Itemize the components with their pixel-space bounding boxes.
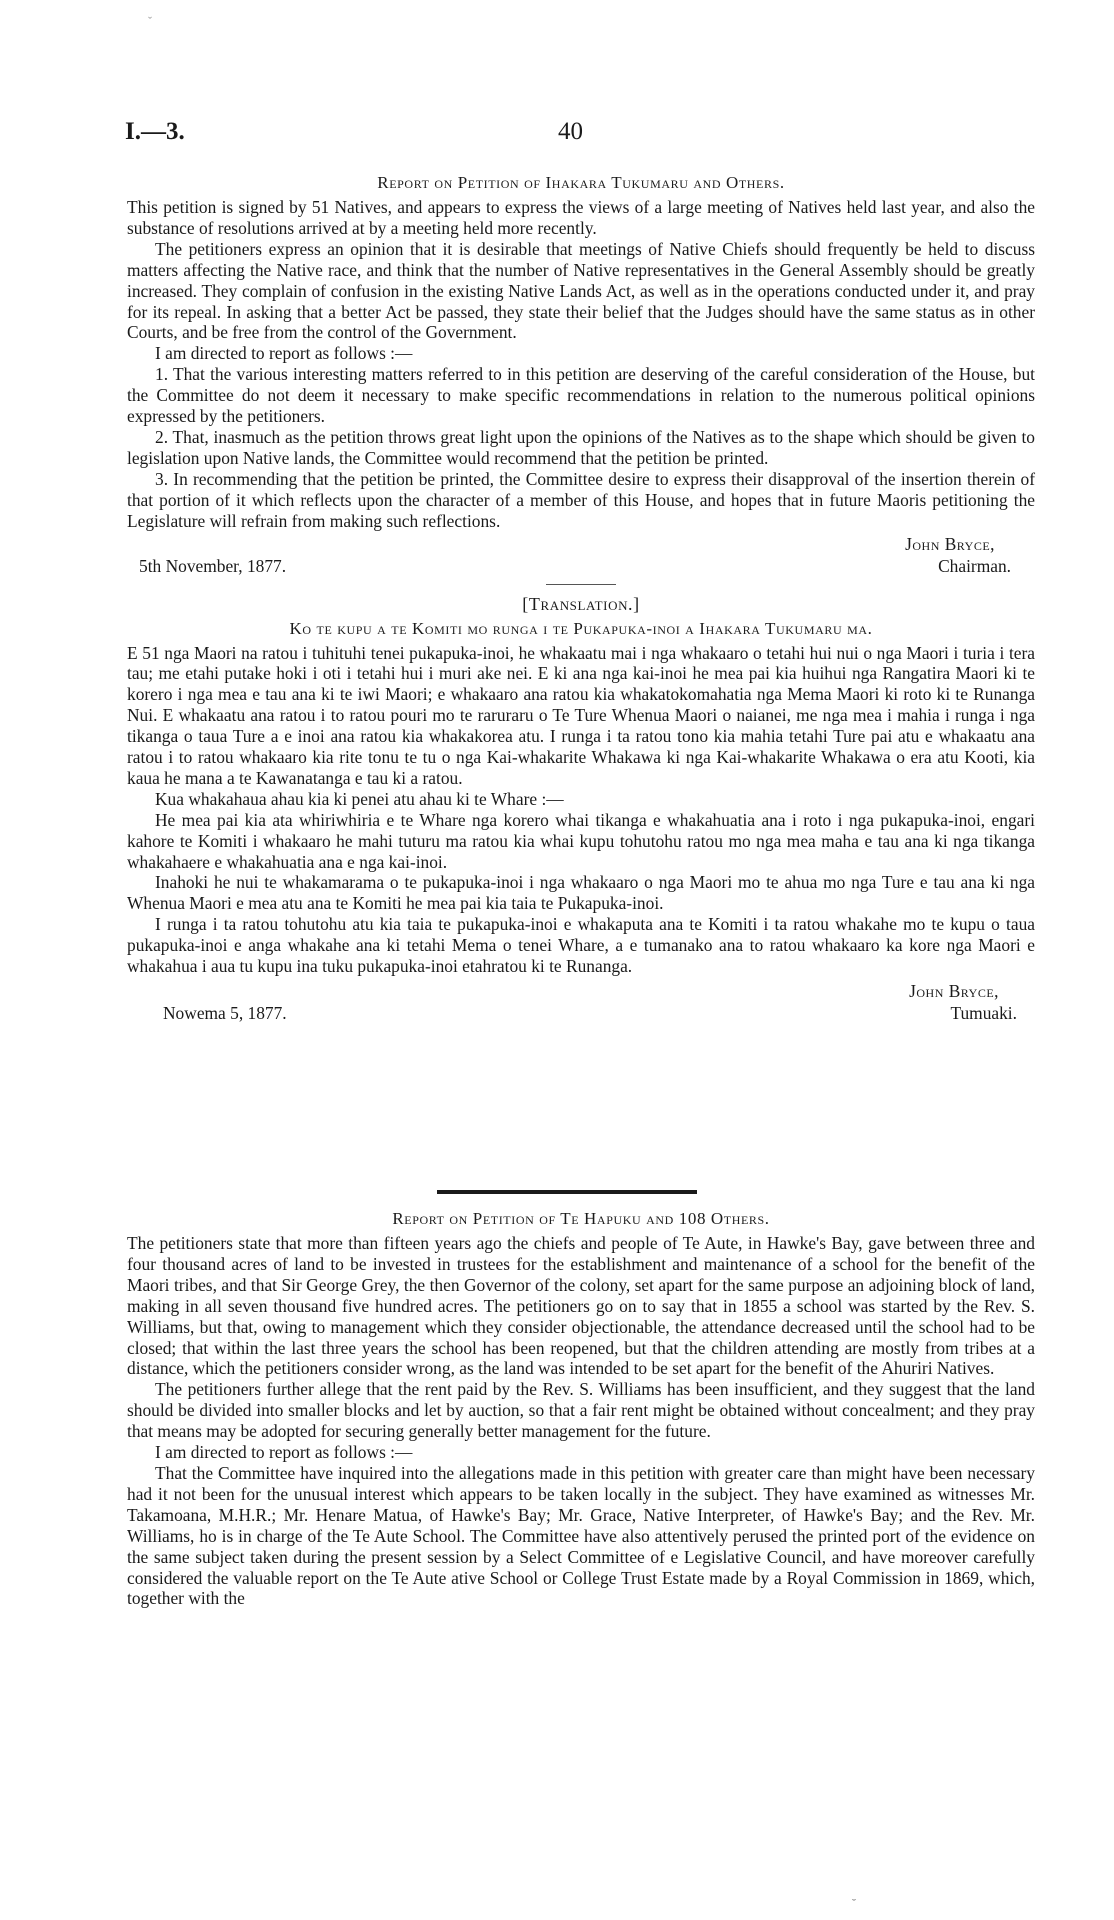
signer-name: John Bryce,	[905, 533, 995, 554]
paragraph: He mea pai kia ata whiriwhiria e te Whare nga korero whai tikanga e whakahuatia ana i roto i nga pukapuka-inoi, engari kahore te Komiti i whakaaro he mahi tuturu ma ratou kia whai kupu tohutohu ratou mo nga mea maha e tau ana ki nga tikanga whakahaere e whakahuatia ana e nga kai-inoi.	[127, 809, 1035, 872]
paragraph: 1. That the various interesting matters referred to in this petition are deserving of the careful consideration of the House, but the Committee do not deem it necessary to make specific recommendations in relation to the numerous political opinions expressed by the petitioners.	[127, 364, 1035, 427]
paragraph: This petition is signed by 51 Natives, and appears to express the views of a large meeting of Natives held last year, and also the substance of resolutions arrived at by a meeting held more recently.	[127, 197, 1035, 238]
paragraph: I runga i ta ratou tohutohu atu kia taia te pukapuka-inoi e whakaputa ana te Komiti i ta ratou whakahe mo te kupu o taua pukapuka-inoi e anga whakahe ana ki tetahi Mema o tenei Whare, a e tumanako ana to ratou whakaaro ka kore nga Maori e whakahua i aua tu kupu ina tuku pukapuka-inoi etahratou ki te Runanga.	[127, 914, 1035, 977]
signer-role: Tumuaki.	[950, 1003, 1017, 1023]
signer-role: Chairman.	[938, 555, 1011, 576]
heavy-rule-divider	[437, 1190, 697, 1194]
signature-block	[127, 532, 1035, 578]
paragraph: That the Committee have inquired into the allegations made in this petition with greater care than might have been necessary had it not been for the unusual interest which appears to be taken locally in the subject. They have examined as witnesses Mr. Takamoana, M.H.R.; Mr. Henare Matua, of Hawke's Bay; Mr. Grace, Native Interpreter, of Hawke's Bay; and the Rev. Mr. Williams, ho is in charge of the Te Aute School. The Committee have also attentively perused the printed port of the evidence on the same subject taken during the present session by a Select Committee of e Legislative Council, and have moreover carefully considered the valuable report on the Te Aute ative School or College Trust Estate made by a Royal Commission in 1869, which, together with the	[127, 1462, 1035, 1609]
report-date: 5th November, 1877.	[139, 555, 287, 576]
paragraph: Inahoki he nui te whakamarama o te pukapuka-inoi i nga whakaaro o nga Maori mo te ahua mo nga Ture e tau ana ki nga Whenua Maori e mea atu ana te Komiti he mea pai kia taia te Pukapuka-inoi.	[127, 872, 1035, 914]
page-header	[125, 118, 995, 152]
signer-name: John Bryce,	[909, 981, 999, 1001]
paragraph: 2. That, inasmuch as the petition throws great light upon the opinions of the Natives as to the shape which should be given to legislation upon Native lands, the Committee would recommend that the petition be printed.	[127, 426, 1035, 468]
translation-title: Ko te kupu a te Komiti mo runga i te Pukapuka-inoi a Ihakara Tukumaru ma.	[289, 618, 873, 638]
page-number: 40	[558, 118, 583, 145]
translation-label: [Translation.]	[522, 593, 640, 614]
paragraph: 3. In recommending that the petition be printed, the Committee desire to express their disapproval of the insertion therein of that portion of it which reflects upon the character of a member of this House, and hopes that in future Maoris petitioning the Legislature will refrain from making such reflections.	[127, 468, 1035, 531]
scan-mark-top: ˇ	[148, 14, 152, 28]
signature-block	[127, 979, 1035, 1025]
scan-mark-bottom: ˘	[852, 1896, 856, 1910]
paragraph: I am directed to report as follows :—	[155, 343, 413, 364]
paragraph: The petitioners state that more than fifteen years ago the chiefs and people of Te Aute, in Hawke's Bay, gave between three and four thousand acres of land to be invested in trustees for the establishment and maintenance of a school for the benefit of the Maori tribes, and that Sir George Grey, the then Governor of the colony, set apart for the same purpose an adjoining block of land, making in all seven thousand five hundred acres. The petitioners go on to say that in 1855 a school was started by the Rev. S. Williams, but that, owing to management which they consider objectionable, the attendance decreased until the school had to be closed; that within the last three years the school has been reopened, but that the children attending are mostly from tribes at a distance, which the petitioners consider wrong, as the land was intended to be set apart for the benefit of the Ahuriri Natives.	[127, 1233, 1035, 1379]
document-reference: I.—3.	[125, 118, 185, 145]
paragraph: Kua whakahaua ahau kia ki penei atu ahau ki te Whare :—	[155, 788, 564, 809]
report-title: Report on Petition of Ihakara Tukumaru and Others.	[377, 173, 785, 192]
paragraph: The petitioners further allege that the rent paid by the Rev. S. Williams has been insufficient, and they suggest that the land should be divided into smaller blocks and let by auction, so that a fair rent might be obtained without concealment; and they pray that means may be adopted for securing generally better management for the future.	[127, 1379, 1035, 1442]
report-title: Report on Petition of Te Hapuku and 108 Others.	[392, 1209, 770, 1228]
paragraph: The petitioners express an opinion that it is desirable that meetings of Native Chiefs should frequently be held to discuss matters affecting the Native race, and think that the number of Native representatives in the General Assembly should be greatly increased. They complain of confusion in the existing Native Lands Act, as well as in the operations conducted under it, and pray for its repeal. In asking that a better Act be passed, they state their belief that the Judges should have the same status as in other Courts, and be free from the control of the Government.	[127, 238, 1035, 343]
report-ihakara-section	[127, 172, 1035, 1025]
report-te-hapuku-section	[127, 1208, 1035, 1609]
paragraph: E 51 nga Maori na ratou i tuhituhi tenei pukapuka-inoi, he whakaatu mai i nga whakaaro o tetahi hui nui o nga Maori i turia i tera tau; me etahi putake hoki i oti i tetahi hui i muri ake nei. E ki ana nga kai-inoi he mea pai kia huihui nga Rangatira Maori ki te korero i nga mea e tau ana ki te iwi Maori; e whakaaro ana ratou kia whakatokomahatia nga Mema Maori ki roto ki te Runanga Nui. E whakaatu ana ratou i to ratou pouri mo te raruraru o Te Ture Whenua Maori o naianei, me nga mea i mahia i runga i nga tikanga o taua Ture a e inoi ana ratou kia whakakorea atu. I runga i ta ratou tono kia mahia tetahi Ture pai atu e whakaatu ana ratou i to ratou whakaaro kia rite tonu te tu o nga Kai-whakarite Whakawa ki nga Kai-whakarite Whakawa o era atu Kooti, kia kaua he mana a te Kawanatanga e tau ki a ratou.	[127, 642, 1035, 788]
section-divider	[546, 584, 616, 586]
paragraph: I am directed to report as follows :—	[155, 1442, 413, 1463]
report-date: Nowema 5, 1877.	[163, 1003, 287, 1023]
